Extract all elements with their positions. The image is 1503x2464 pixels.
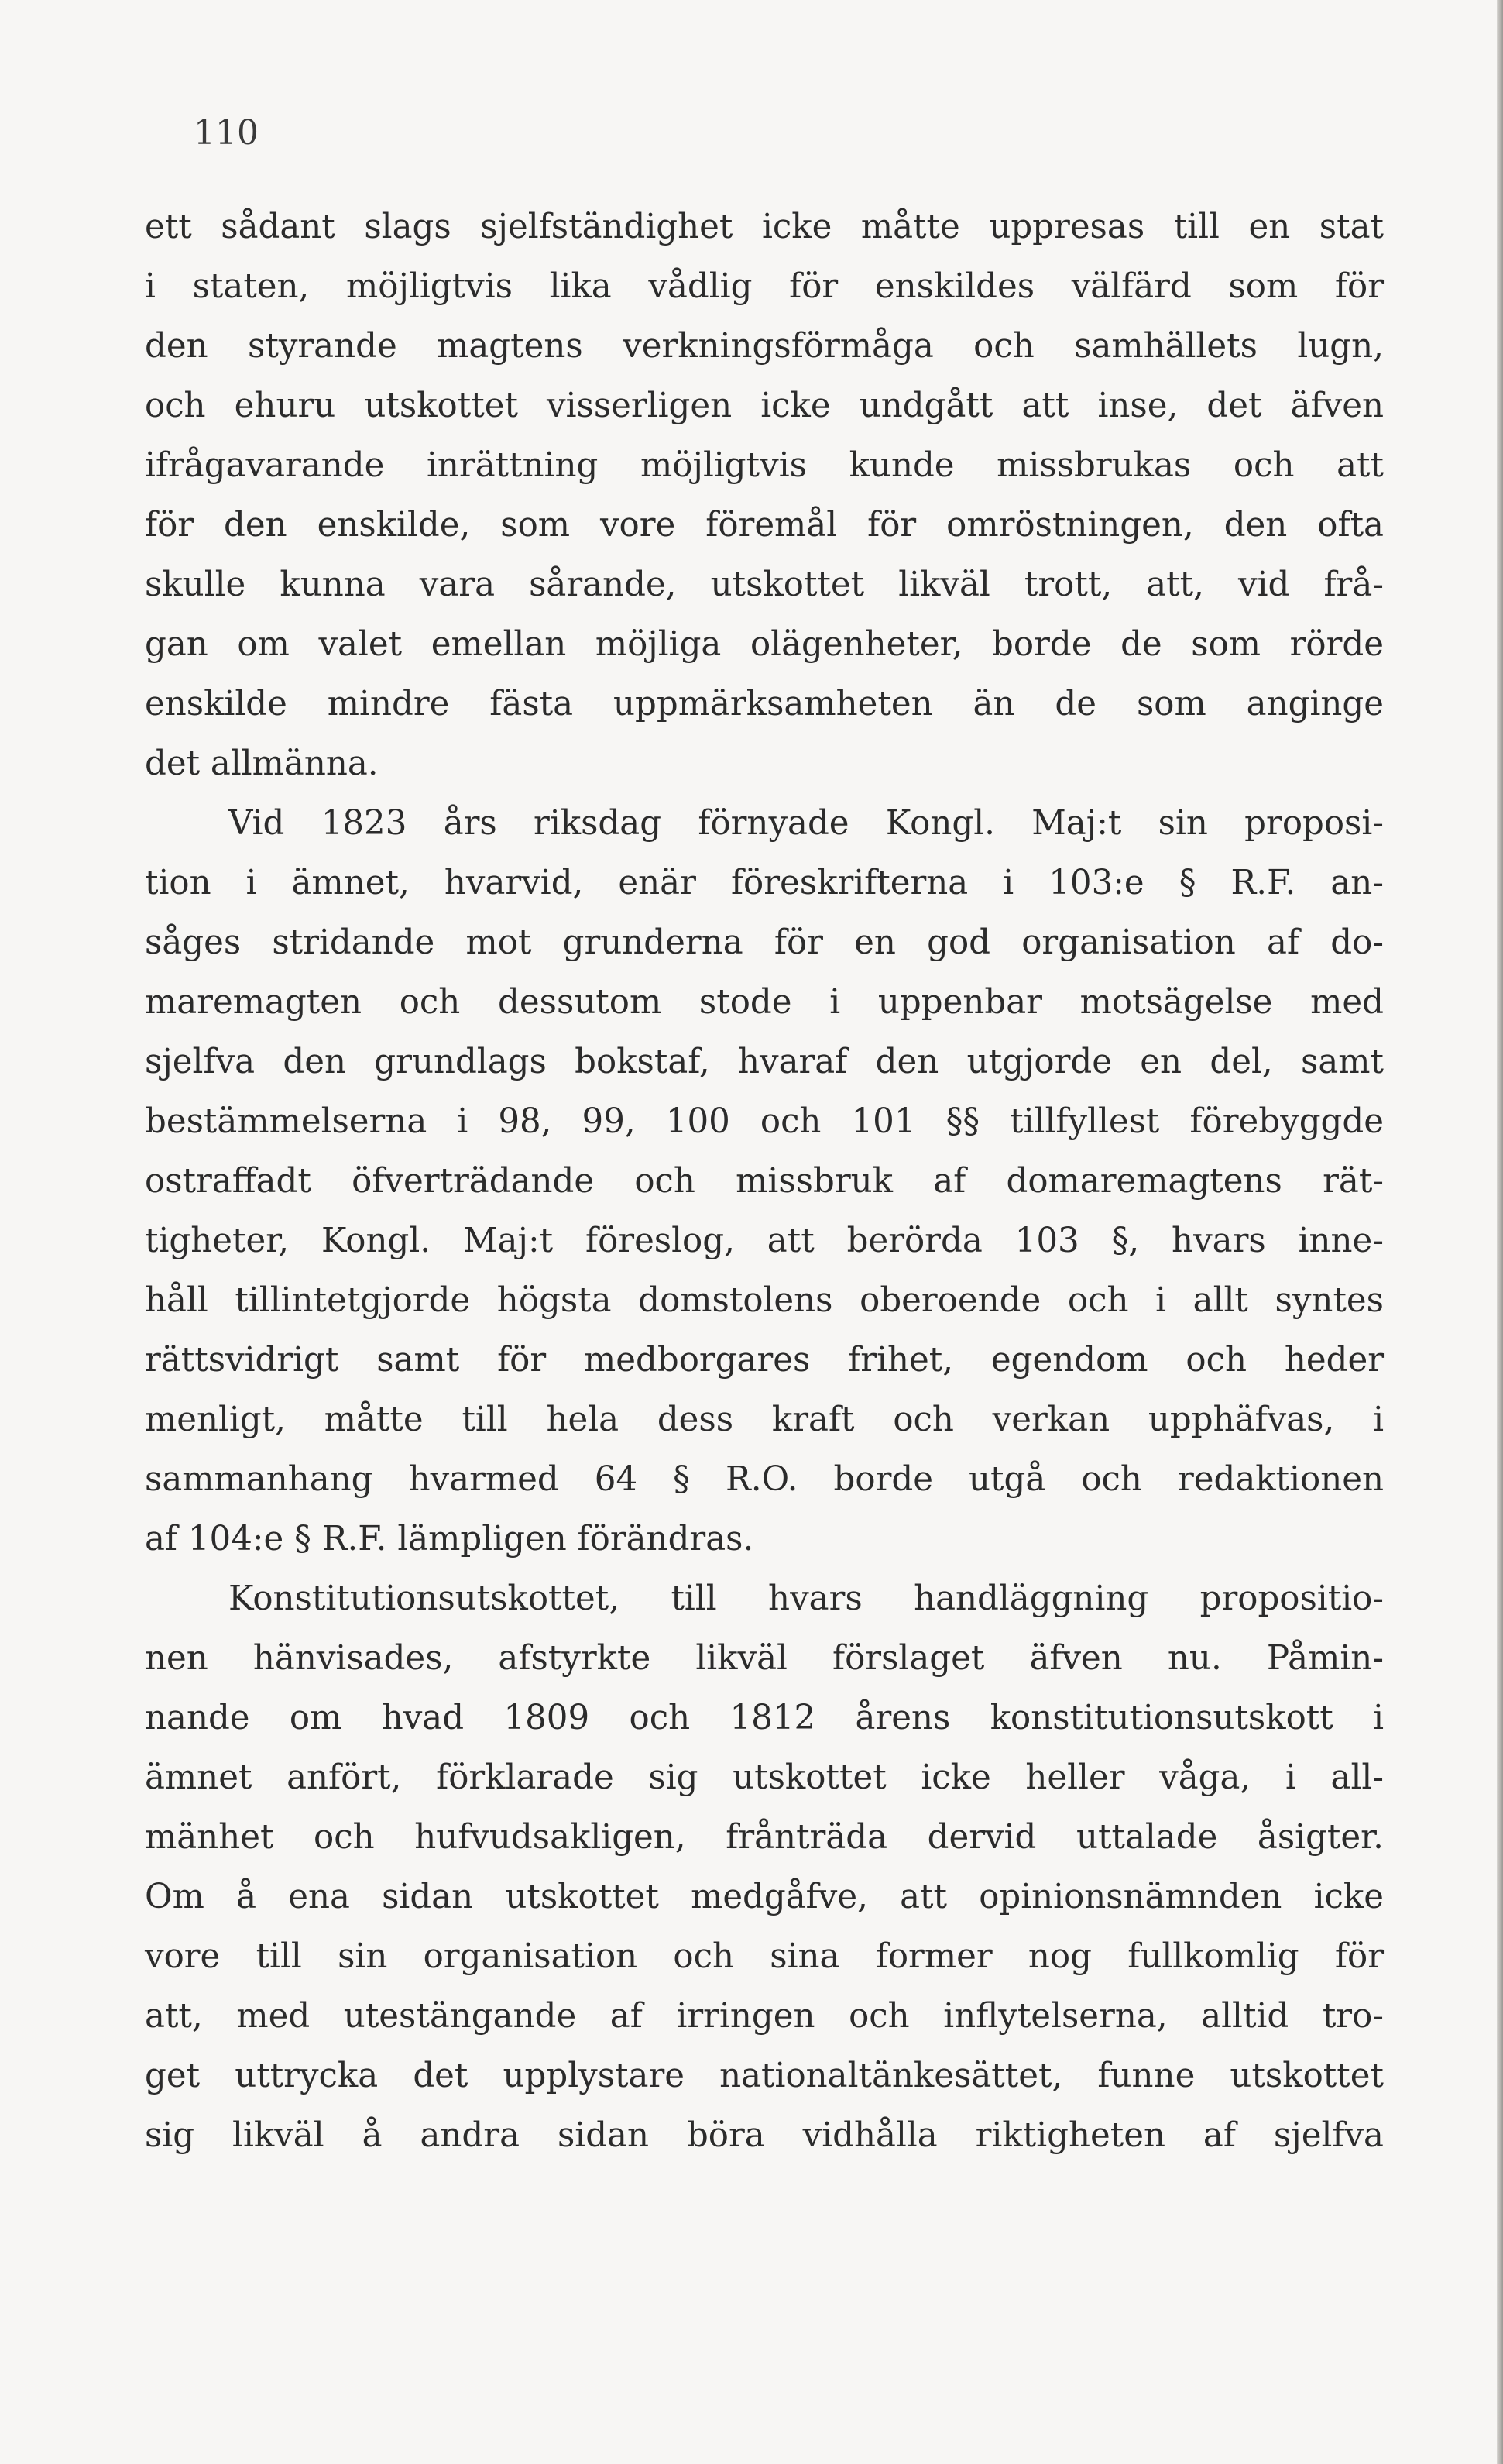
text-line: ifrågavarande inrättning möjligtvis kunde missbrukas och att xyxy=(145,446,1384,485)
text-line: sig likväl å andra sidan böra vidhålla riktigheten af sjelfva xyxy=(145,2116,1384,2155)
text-line: för den enskilde, som vore föremål för omröstningen, den ofta xyxy=(145,506,1384,545)
text-line: att, med utestängande af irringen och inflytelserna, alltid tro- xyxy=(145,1997,1384,2036)
text-line: nen hänvisades, afstyrkte likväl förslaget äfven nu. Påmin- xyxy=(145,1639,1384,1678)
text-line: och ehuru utskottet visserligen icke undgått att inse, det äfven xyxy=(145,387,1384,425)
page-edge-shadow xyxy=(1497,0,1503,2464)
text-line: tion i ämnet, hvarvid, enär föreskrifterna i 103:e § R.F. an- xyxy=(145,864,1384,902)
text-line: den styrande magtens verkningsförmåga och samhällets lugn, xyxy=(145,327,1384,366)
text-line: menligt, måtte till hela dess kraft och verkan upphäfvas, i xyxy=(145,1400,1384,1439)
body-text xyxy=(145,198,1384,2166)
text-line: sammanhang hvarmed 64 § R.O. borde utgå och redaktionen xyxy=(145,1460,1384,1499)
text-line: mänhet och hufvudsakligen, frånträda dervid uttalade åsigter. xyxy=(145,1818,1384,1857)
text-line: sjelfva den grundlags bokstaf, hvaraf den utgjorde en del, samt xyxy=(145,1043,1384,1081)
text-line: håll tillintetgjorde högsta domstolens oberoende och i allt syntes xyxy=(145,1281,1384,1320)
text-line: maremagten och dessutom stode i uppenbar motsägelse med xyxy=(145,983,1384,1022)
text-line: ett sådant slags sjelfständighet icke måtte uppresas till en stat xyxy=(145,208,1384,246)
text-line: gan om valet emellan möjliga olägenheter, borde de som rörde xyxy=(145,625,1384,664)
text-line: tigheter, Kongl. Maj:t föreslog, att berörda 103 §, hvars inne- xyxy=(145,1222,1384,1260)
text-line: i staten, möjligtvis lika vådlig för enskildes välfärd som för xyxy=(145,267,1384,306)
text-line: rättsvidrigt samt för medborgares frihet, egendom och heder xyxy=(145,1341,1384,1380)
text-line: get uttrycka det upplystare nationaltänkesättet, funne utskottet xyxy=(145,2057,1384,2095)
text-line: ämnet anfört, förklarade sig utskottet icke heller våga, i all- xyxy=(145,1758,1384,1797)
text-line: skulle kunna vara sårande, utskottet likväl trott, att, vid frå- xyxy=(145,565,1384,604)
text-line: vore till sin organisation och sina former nog fullkomlig för xyxy=(145,1937,1384,1976)
text-line: enskilde mindre fästa uppmärksamheten än de som anginge xyxy=(145,685,1384,723)
text-line: Vid 1823 års riksdag förnyade Kongl. Maj:t sin proposi- xyxy=(228,804,1384,843)
text-line: såges stridande mot grunderna för en god organisation af do- xyxy=(145,923,1384,962)
text-line: ostraffadt öfverträdande och missbruk af domaremagtens rät- xyxy=(145,1162,1384,1201)
text-line: nande om hvad 1809 och 1812 årens konstitutionsutskott i xyxy=(145,1699,1384,1737)
text-line: af 104:e § R.F. lämpligen förändras. xyxy=(145,1520,754,1558)
text-line: bestämmelserna i 98, 99, 100 och 101 §§ tillfyllest förebyggde xyxy=(145,1102,1384,1141)
page-number: 110 xyxy=(194,113,259,153)
text-line: Om å ena sidan utskottet medgåfve, att opinionsnämnden icke xyxy=(145,1878,1384,1916)
text-line: Konstitutionsutskottet, till hvars handläggning propositio- xyxy=(228,1579,1384,1618)
text-line: det allmänna. xyxy=(145,744,379,783)
